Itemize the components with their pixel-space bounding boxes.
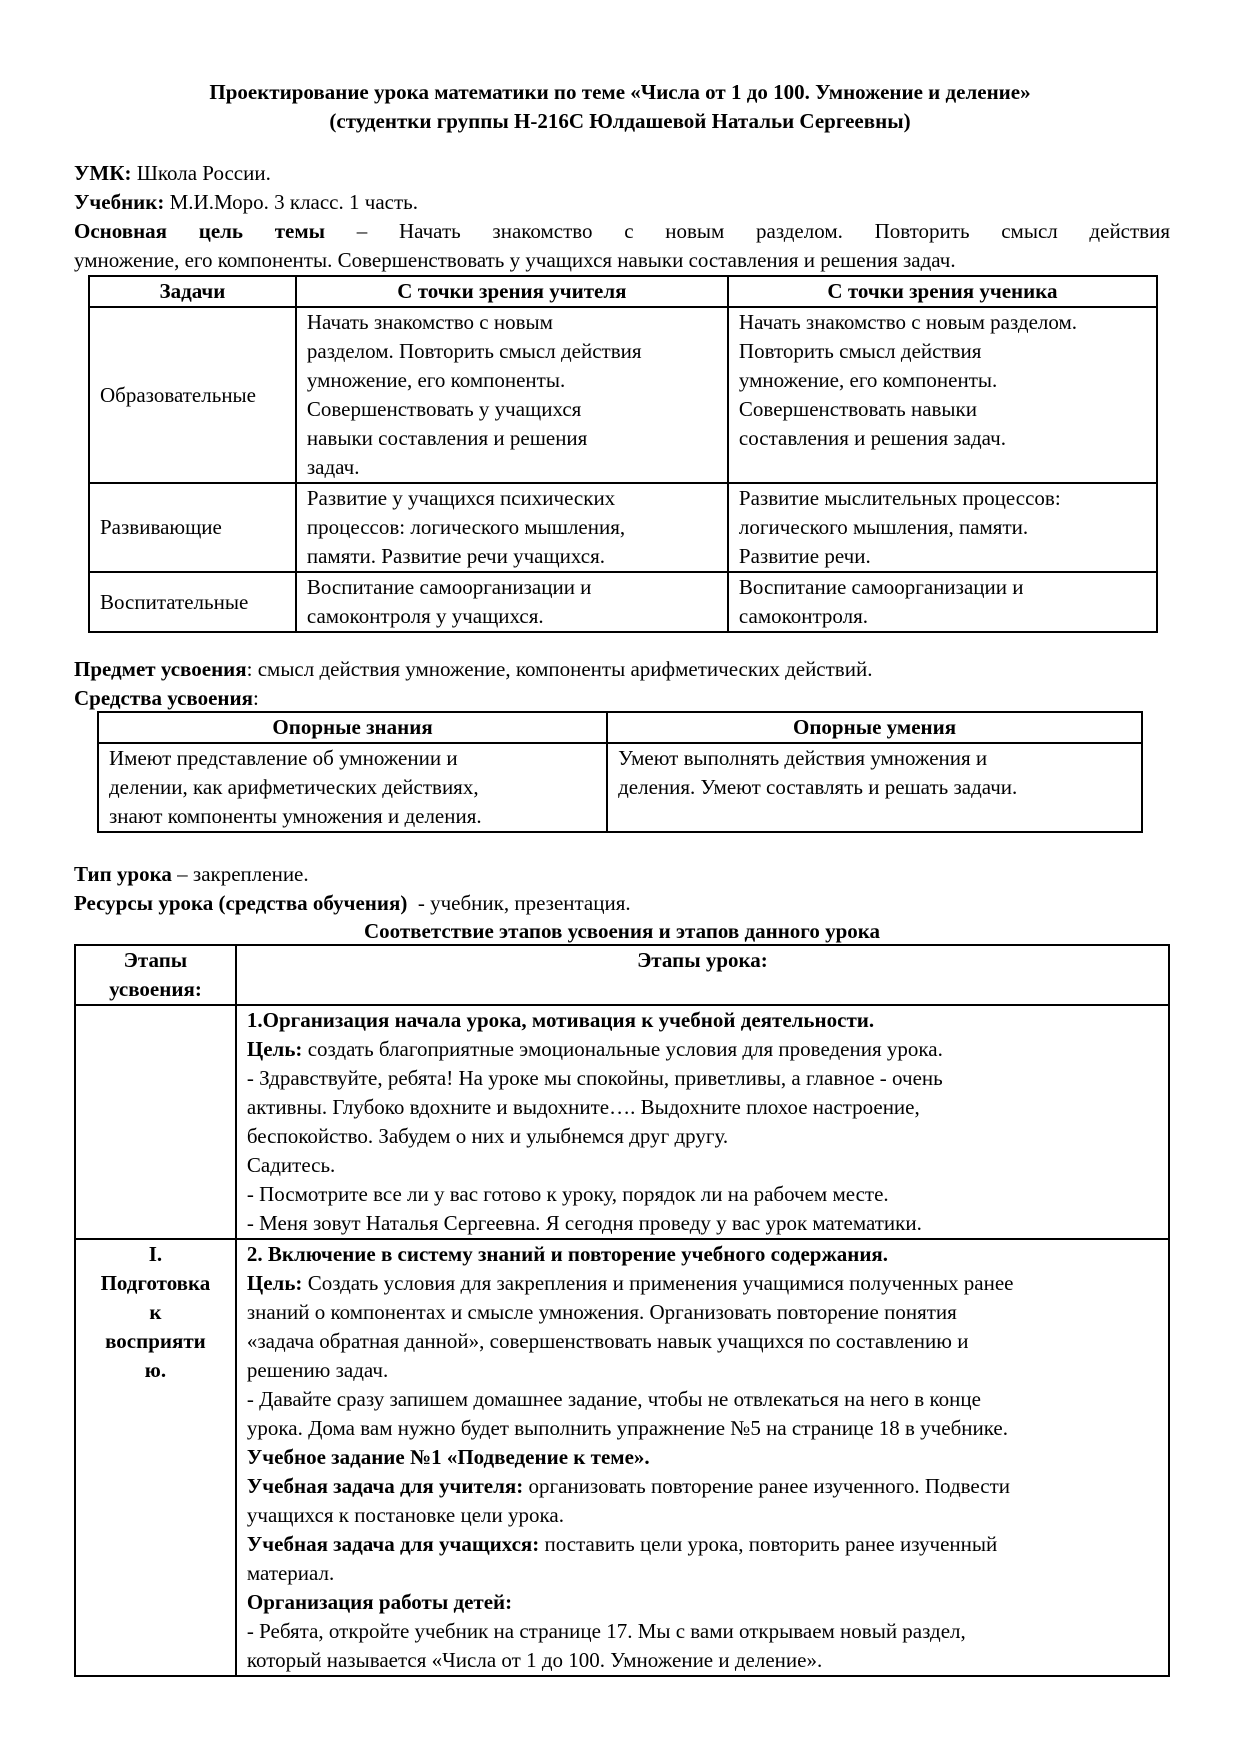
main-goal-line-2: умножение, его компоненты. Совершенствовать у учащихся навыки составления и решения задач. [74,248,956,272]
content-line-text: - Ребята, откройте учебник на странице 17. Мы с вами открываем новый раздел, [246,1619,966,1643]
content-line-bold: Учебная задача для учащихся: [246,1532,540,1556]
subject-value: : смысл действия умножение, компоненты арифметических действий. [246,657,873,681]
tasks-table [88,275,1158,633]
content-line-text: Садитесь. [246,1153,336,1177]
main-goal [74,217,1170,275]
content-line [247,1617,1158,1646]
knowledge-cell [98,743,607,832]
content-line-text: который называется «Числа от 1 до 100. Умножение и деление». [246,1648,823,1672]
content-line-text: материал. [246,1561,335,1585]
stage-cell [75,1005,236,1239]
stages-heading: Соответствие этапов усвоения и этапов данного урока [363,919,881,943]
content-line [247,1180,1158,1209]
lesson-type-line [74,860,1170,889]
stage-label-line: I. [148,1242,163,1266]
content-line-text: - Меня зовут Наталья Сергеевна. Я сегодня проведу у вас урок математики. [246,1211,922,1235]
content-line-text: активны. Глубоко вдохните и выдохните…. Выдохните плохое настроение, [246,1095,920,1119]
student-cell [728,307,1157,483]
means-suffix: : [253,686,259,710]
content-line [247,1298,1158,1327]
content-line-bold: Учебное задание №1 «Подведение к теме». [246,1445,650,1469]
lesson-content-cell [236,1005,1169,1239]
text-line: Воспитание самоорганизации и [738,575,1024,599]
header-knowledge: Опорные знания [98,712,607,743]
stage-label-line: ю. [144,1358,167,1382]
content-line [247,1122,1158,1151]
task-name: Воспитательные [89,572,296,632]
content-line-text: - Посмотрите все ли у вас готово к уроку, порядок ли на рабочем месте. [246,1182,889,1206]
text-line: логического мышления, памяти. [738,515,1029,539]
text-line: процессов: логического мышления, [306,515,626,539]
lesson-content-cell [236,1239,1169,1676]
text-line: разделом. Повторить смысл действия [306,339,642,363]
table-row [75,1005,1169,1239]
text-line: навыки составления и решения [306,426,588,450]
text-line: самоконтроля у учащихся. [306,604,544,628]
text-line: самоконтроля. [738,604,869,628]
content-line [247,1530,1158,1559]
main-goal-line-1 [74,217,1170,246]
stages-table [74,944,1170,1677]
content-line-text: создать благоприятные эмоциональные условия для проведения урока. [302,1037,943,1061]
text-line: Совершенствовать у учащихся [306,397,582,421]
content-line-text: организовать повторение ранее изученного. Подвести [523,1474,1010,1498]
content-line-bold: Учебная задача для учителя: [246,1474,524,1498]
main-goal-value-1: – Начать знакомство с новым разделом. Повторить смысл действия [325,219,1170,243]
text-line: умножение, его компоненты. [738,368,998,392]
lesson-type-label: Тип урока [74,862,172,886]
content-line [247,1269,1158,1298]
text-line: знают компоненты умножения и деления. [109,804,482,828]
table-row [89,307,1157,483]
means-table [97,711,1143,833]
stages-table-header [75,945,1169,1005]
main-goal-label: Основная цель темы [74,219,326,243]
content-line [247,1093,1158,1122]
means-line [74,684,1170,713]
table-row [75,1239,1169,1676]
resources-label: Ресурсы урока (средства обучения) [74,891,408,915]
subject-label: Предмет усвоения [74,657,247,681]
text-line: Повторить смысл действия [738,339,982,363]
stage-label-line: восприяти [105,1329,206,1353]
content-line-bold: Организация работы детей: [246,1590,513,1614]
means-table-header [98,712,1142,743]
text-line: Этапы [123,948,188,972]
text-line: усвоения: [109,977,202,1001]
title-line-2: (студентки группы Н-216С Юлдашевой Натальи Сергеевны) [329,109,911,133]
textbook-line [74,188,1170,217]
content-line [247,1064,1158,1093]
text-line: задач. [306,455,360,479]
lesson-type-value: – закрепление. [171,862,309,886]
content-line [247,1443,1158,1472]
content-line-text: беспокойство. Забудем о них и улыбнемся друг другу. [246,1124,729,1148]
text-line: памяти. Развитие речи учащихся. [306,544,605,568]
umk-label: УМК: [74,161,132,185]
content-line-text: урока. Дома вам нужно будет выполнить упражнение №5 на странице 18 в учебнике. [246,1416,1008,1440]
text-line: деления. Умеют составлять и решать задачи. [618,775,1018,799]
header-teacher: С точки зрения учителя [296,276,728,307]
task-name: Развивающие [89,483,296,572]
header-lesson-stages: Этапы урока: [236,945,1169,1005]
content-line [247,1414,1158,1443]
content-line-bold: Цель: [246,1037,303,1061]
text-line: составления и решения задач. [738,426,1006,450]
text-line: Развитие мыслительных процессов: [738,486,1061,510]
umk-line [74,159,1170,188]
content-line [247,1327,1158,1356]
content-line-text: «задача обратная данной», совершенствовать навык учащихся по составлению и [246,1329,969,1353]
task-name: Образовательные [89,307,296,483]
content-line-text: - Здравствуйте, ребята! На уроке мы спокойны, приветливы, а главное - очень [246,1066,943,1090]
student-cell [728,572,1157,632]
table-row [89,572,1157,632]
text-line: Начать знакомство с новым [306,310,553,334]
skills-cell [607,743,1142,832]
tasks-table-header [89,276,1157,307]
header-student: С точки зрения ученика [728,276,1157,307]
content-line-text: учащихся к постановке цели урока. [246,1503,564,1527]
content-line [247,1240,1158,1269]
text-line: Развитие у учащихся психических [306,486,616,510]
means-label: Средства усвоения [74,686,253,710]
resources-line [74,889,1170,918]
content-line-bold: 2. Включение в систему знаний и повторение учебного содержания. [246,1242,889,1266]
content-line [247,1209,1158,1238]
header-stage [75,945,236,1005]
text-line: Умеют выполнять действия умножения и [618,746,988,770]
stage-label-line: Подготовка [100,1271,211,1295]
document-title [0,78,1240,136]
teacher-cell [296,483,728,572]
content-line [247,1501,1158,1530]
content-line [247,1006,1158,1035]
content-line [247,1385,1158,1414]
content-line-text: решению задач. [246,1358,389,1382]
student-cell [728,483,1157,572]
title-line-1: Проектирование урока математики по теме «Числа от 1 до 100. Умножение и деление» [209,80,1031,104]
text-line: Совершенствовать навыки [738,397,977,421]
textbook-label: Учебник: [74,190,165,214]
content-line-text: - Давайте сразу запишем домашнее задание, чтобы не отвлекаться на него в конце [246,1387,981,1411]
header-tasks: Задачи [89,276,296,307]
text-line: Начать знакомство с новым разделом. [738,310,1078,334]
text-line: Имеют представление об умножении и [109,746,458,770]
content-line [247,1588,1158,1617]
content-line-bold: 1.Организация начала урока, мотивация к учебной деятельности. [246,1008,875,1032]
table-row [98,743,1142,832]
content-line [247,1356,1158,1385]
resources-value: - учебник, презентация. [407,891,631,915]
text-line: делении, как арифметических действиях, [109,775,479,799]
text-line: Развитие речи. [738,544,871,568]
table-row [89,483,1157,572]
content-line [247,1035,1158,1064]
content-line [247,1559,1158,1588]
text-line: Воспитание самоорганизации и [306,575,592,599]
stage-label-line: к [149,1300,162,1324]
content-line-text: знаний о компонентах и смысле умножения. Организовать повторение понятия [246,1300,957,1324]
stage-cell [75,1239,236,1676]
text-line: умножение, его компоненты. [306,368,566,392]
content-line-text: Создать условия для закрепления и применения учащимися полученных ранее [302,1271,1014,1295]
content-line [247,1151,1158,1180]
teacher-cell [296,572,728,632]
textbook-value: М.И.Моро. 3 класс. 1 часть. [164,190,418,214]
teacher-cell [296,307,728,483]
content-line-bold: Цель: [246,1271,303,1295]
header-skills: Опорные умения [607,712,1142,743]
subject-line [74,655,1170,684]
content-line-text: поставить цели урока, повторить ранее изученный [539,1532,998,1556]
umk-value: Школа России. [131,161,271,185]
content-line [247,1472,1158,1501]
content-line [247,1646,1158,1675]
